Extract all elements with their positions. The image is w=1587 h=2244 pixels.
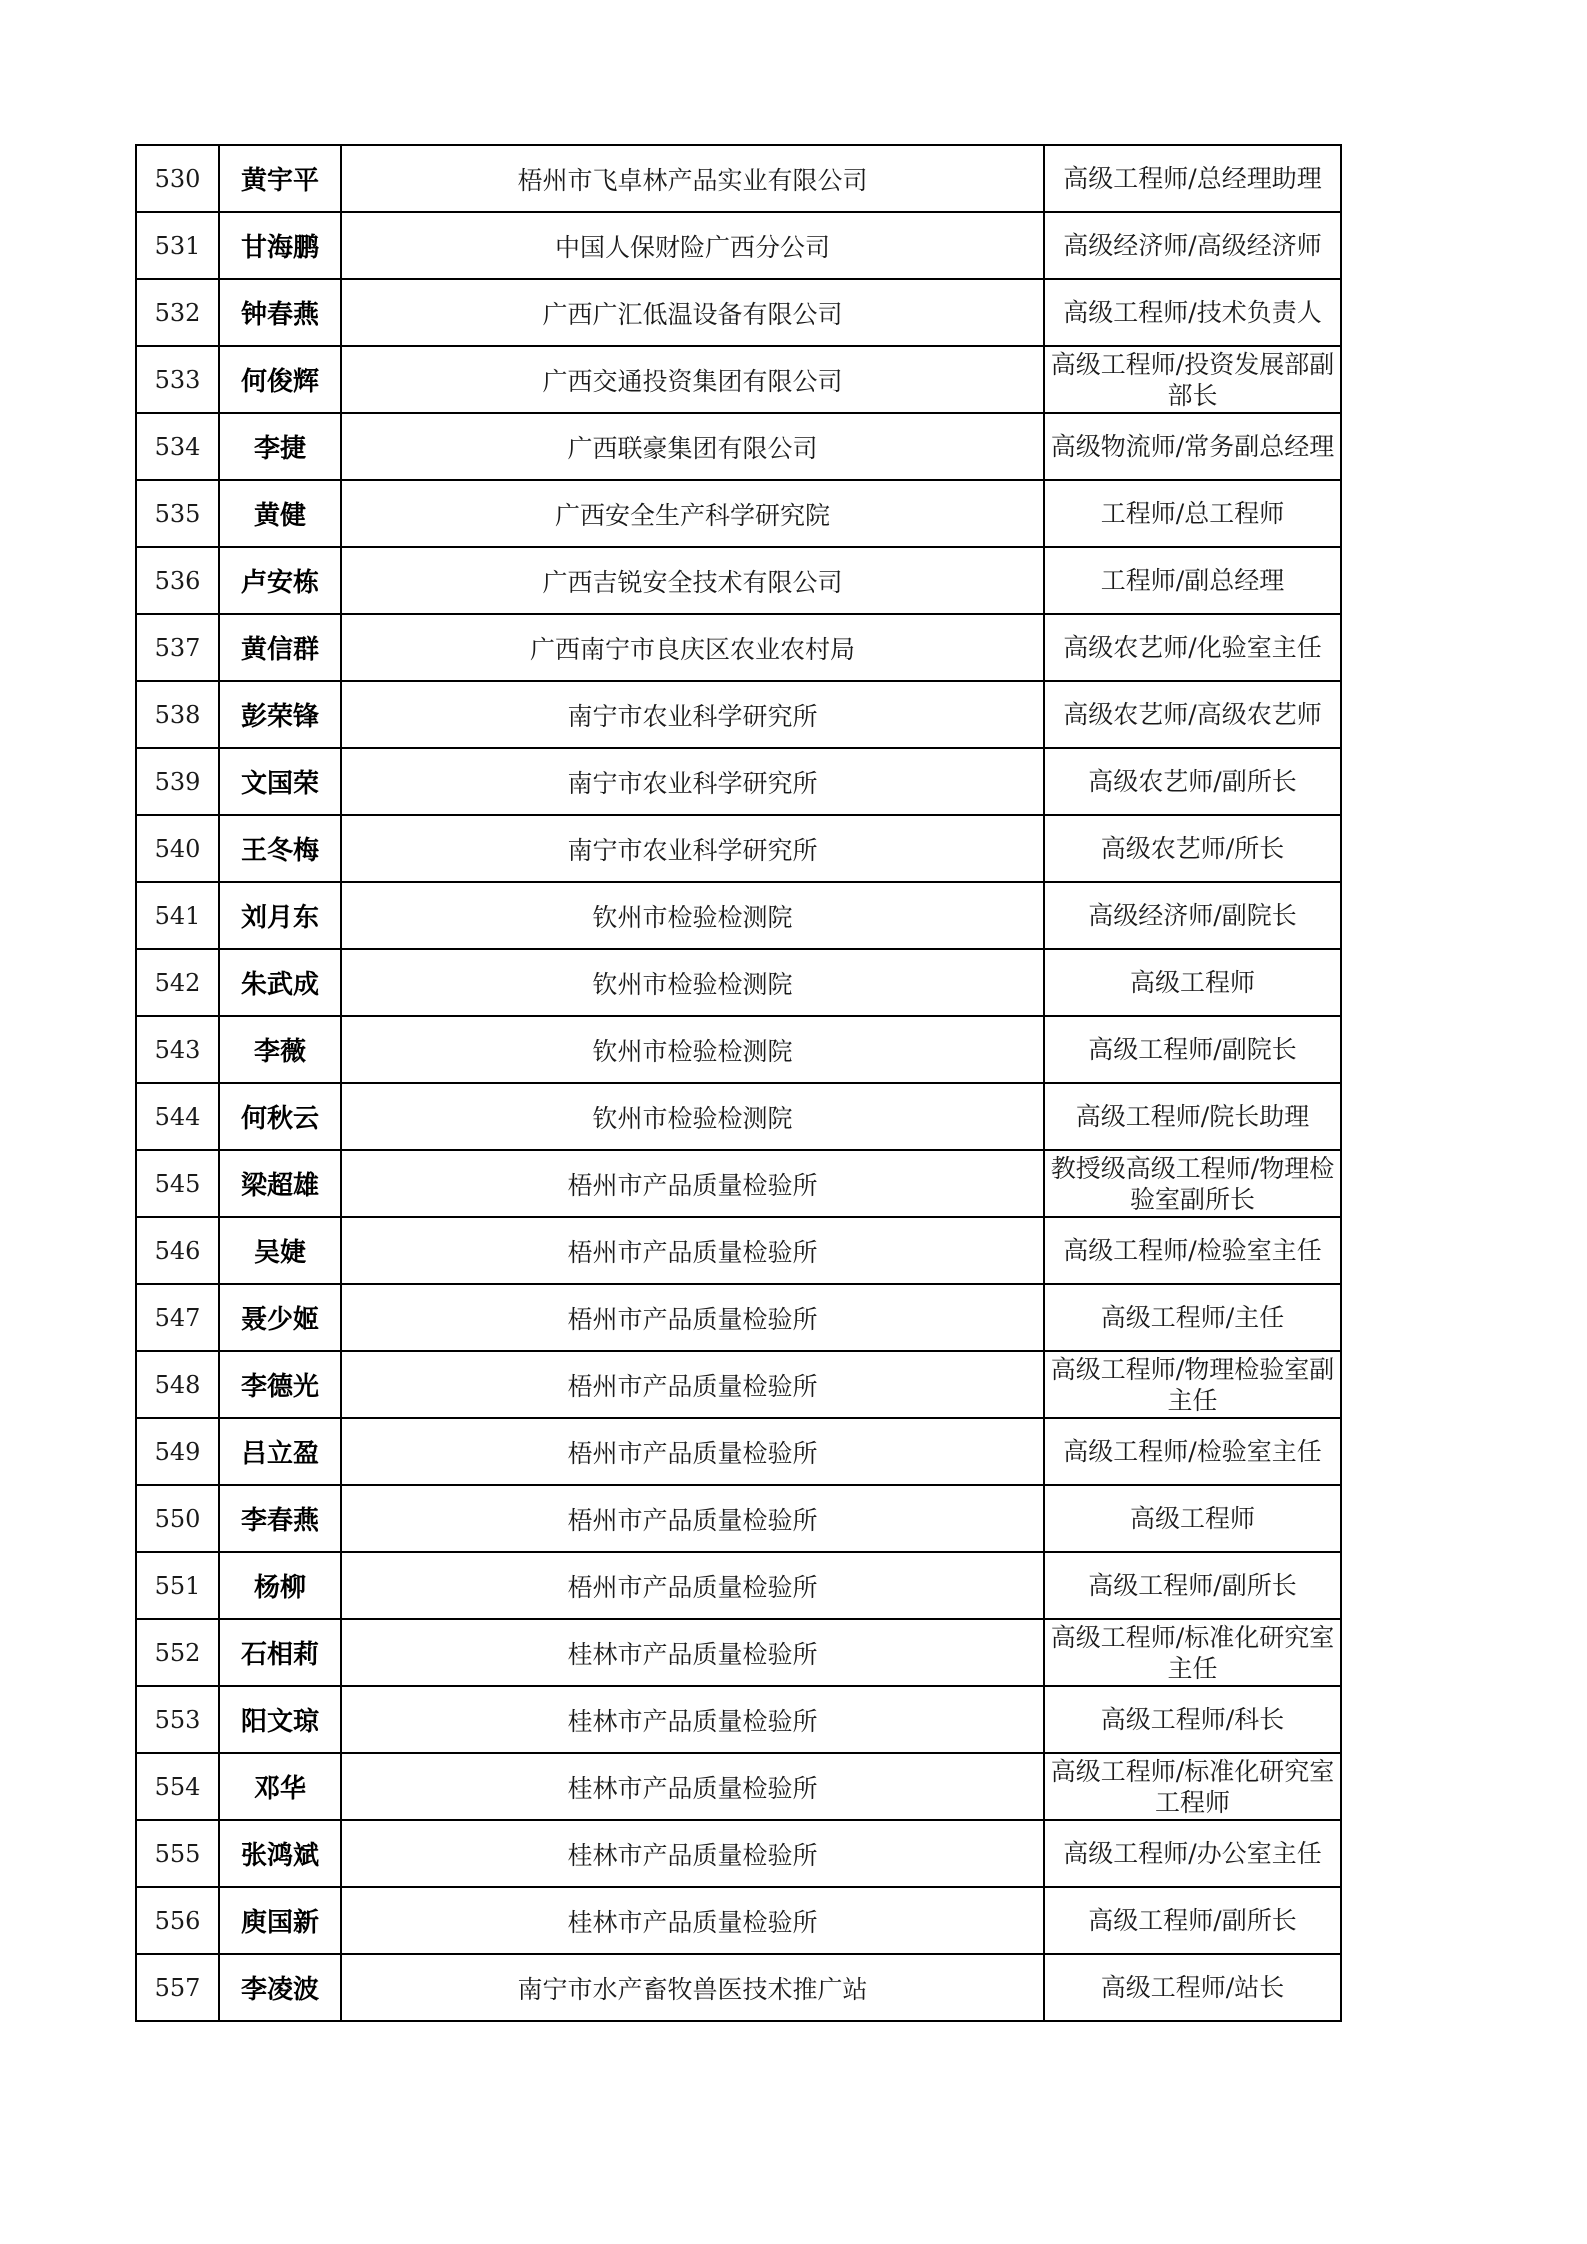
organization-name: 桂林市产品质量检验所 <box>341 1820 1044 1887</box>
person-name: 何俊辉 <box>219 346 341 413</box>
row-number: 541 <box>136 882 219 949</box>
personnel-table <box>135 144 1342 2022</box>
table-row <box>136 1619 1341 1686</box>
person-name: 李薇 <box>219 1016 341 1083</box>
person-name: 文国荣 <box>219 748 341 815</box>
person-name: 何秋云 <box>219 1083 341 1150</box>
title-position: 高级工程师/副所长 <box>1044 1887 1341 1954</box>
title-position: 高级农艺师/高级农艺师 <box>1044 681 1341 748</box>
table-row <box>136 1753 1341 1820</box>
title-position: 高级工程师 <box>1044 1485 1341 1552</box>
table-row <box>136 815 1341 882</box>
row-number: 532 <box>136 279 219 346</box>
table-row <box>136 145 1341 212</box>
title-position: 高级工程师 <box>1044 949 1341 1016</box>
row-number: 544 <box>136 1083 219 1150</box>
table-row <box>136 1552 1341 1619</box>
organization-name: 广西南宁市良庆区农业农村局 <box>341 614 1044 681</box>
title-position: 高级物流师/常务副总经理 <box>1044 413 1341 480</box>
title-position: 工程师/总工程师 <box>1044 480 1341 547</box>
organization-name: 南宁市水产畜牧兽医技术推广站 <box>341 1954 1044 2021</box>
title-position: 高级农艺师/副所长 <box>1044 748 1341 815</box>
organization-name: 南宁市农业科学研究所 <box>341 748 1044 815</box>
person-name: 吴婕 <box>219 1217 341 1284</box>
table-row <box>136 1083 1341 1150</box>
row-number: 535 <box>136 480 219 547</box>
organization-name: 梧州市飞卓林产品实业有限公司 <box>341 145 1044 212</box>
title-position: 高级工程师/投资发展部副部长 <box>1044 346 1341 413</box>
row-number: 545 <box>136 1150 219 1217</box>
title-position: 高级工程师/总经理助理 <box>1044 145 1341 212</box>
title-position: 教授级高级工程师/物理检验室副所长 <box>1044 1150 1341 1217</box>
title-position: 工程师/副总经理 <box>1044 547 1341 614</box>
organization-name: 梧州市产品质量检验所 <box>341 1552 1044 1619</box>
row-number: 553 <box>136 1686 219 1753</box>
title-position: 高级工程师/检验室主任 <box>1044 1418 1341 1485</box>
organization-name: 梧州市产品质量检验所 <box>341 1284 1044 1351</box>
title-position: 高级工程师/物理检验室副主任 <box>1044 1351 1341 1418</box>
title-position: 高级工程师/科长 <box>1044 1686 1341 1753</box>
organization-name: 桂林市产品质量检验所 <box>341 1619 1044 1686</box>
person-name: 李捷 <box>219 413 341 480</box>
table-row <box>136 1150 1341 1217</box>
organization-name: 广西安全生产科学研究院 <box>341 480 1044 547</box>
row-number: 530 <box>136 145 219 212</box>
table-row <box>136 413 1341 480</box>
title-position: 高级经济师/副院长 <box>1044 882 1341 949</box>
person-name: 黄健 <box>219 480 341 547</box>
row-number: 531 <box>136 212 219 279</box>
row-number: 537 <box>136 614 219 681</box>
organization-name: 钦州市检验检测院 <box>341 949 1044 1016</box>
row-number: 554 <box>136 1753 219 1820</box>
row-number: 539 <box>136 748 219 815</box>
table-row <box>136 346 1341 413</box>
table-row <box>136 1418 1341 1485</box>
person-name: 刘月东 <box>219 882 341 949</box>
row-number: 551 <box>136 1552 219 1619</box>
table-row <box>136 1284 1341 1351</box>
table-row <box>136 882 1341 949</box>
title-position: 高级农艺师/化验室主任 <box>1044 614 1341 681</box>
organization-name: 钦州市检验检测院 <box>341 1016 1044 1083</box>
title-position: 高级工程师/副所长 <box>1044 1552 1341 1619</box>
organization-name: 广西联豪集团有限公司 <box>341 413 1044 480</box>
table-row <box>136 1887 1341 1954</box>
title-position: 高级工程师/标准化研究室主任 <box>1044 1619 1341 1686</box>
organization-name: 梧州市产品质量检验所 <box>341 1485 1044 1552</box>
table-row <box>136 1016 1341 1083</box>
person-name: 黄信群 <box>219 614 341 681</box>
organization-name: 南宁市农业科学研究所 <box>341 815 1044 882</box>
title-position: 高级工程师/副院长 <box>1044 1016 1341 1083</box>
organization-name: 广西交通投资集团有限公司 <box>341 346 1044 413</box>
organization-name: 钦州市检验检测院 <box>341 882 1044 949</box>
table-row <box>136 1686 1341 1753</box>
title-position: 高级工程师/标准化研究室工程师 <box>1044 1753 1341 1820</box>
row-number: 540 <box>136 815 219 882</box>
row-number: 547 <box>136 1284 219 1351</box>
person-name: 邓华 <box>219 1753 341 1820</box>
row-number: 548 <box>136 1351 219 1418</box>
title-position: 高级工程师/办公室主任 <box>1044 1820 1341 1887</box>
table-row <box>136 1820 1341 1887</box>
person-name: 卢安栋 <box>219 547 341 614</box>
row-number: 533 <box>136 346 219 413</box>
organization-name: 钦州市检验检测院 <box>341 1083 1044 1150</box>
organization-name: 广西广汇低温设备有限公司 <box>341 279 1044 346</box>
organization-name: 南宁市农业科学研究所 <box>341 681 1044 748</box>
organization-name: 梧州市产品质量检验所 <box>341 1351 1044 1418</box>
table-row <box>136 1217 1341 1284</box>
organization-name: 桂林市产品质量检验所 <box>341 1686 1044 1753</box>
person-name: 梁超雄 <box>219 1150 341 1217</box>
person-name: 彭荣锋 <box>219 681 341 748</box>
table-row <box>136 212 1341 279</box>
table-row <box>136 681 1341 748</box>
organization-name: 梧州市产品质量检验所 <box>341 1217 1044 1284</box>
person-name: 石相莉 <box>219 1619 341 1686</box>
person-name: 庾国新 <box>219 1887 341 1954</box>
person-name: 阳文琼 <box>219 1686 341 1753</box>
row-number: 536 <box>136 547 219 614</box>
person-name: 钟春燕 <box>219 279 341 346</box>
person-name: 王冬梅 <box>219 815 341 882</box>
row-number: 549 <box>136 1418 219 1485</box>
person-name: 李德光 <box>219 1351 341 1418</box>
person-name: 李凌波 <box>219 1954 341 2021</box>
person-name: 张鸿斌 <box>219 1820 341 1887</box>
table-row <box>136 1954 1341 2021</box>
table-row <box>136 279 1341 346</box>
title-position: 高级农艺师/所长 <box>1044 815 1341 882</box>
row-number: 542 <box>136 949 219 1016</box>
row-number: 550 <box>136 1485 219 1552</box>
row-number: 538 <box>136 681 219 748</box>
row-number: 543 <box>136 1016 219 1083</box>
row-number: 557 <box>136 1954 219 2021</box>
person-name: 聂少姬 <box>219 1284 341 1351</box>
table-body <box>136 145 1341 2021</box>
organization-name: 桂林市产品质量检验所 <box>341 1887 1044 1954</box>
title-position: 高级工程师/技术负责人 <box>1044 279 1341 346</box>
table-row <box>136 748 1341 815</box>
table-row <box>136 1485 1341 1552</box>
row-number: 552 <box>136 1619 219 1686</box>
person-name: 甘海鹏 <box>219 212 341 279</box>
person-name: 李春燕 <box>219 1485 341 1552</box>
organization-name: 广西吉锐安全技术有限公司 <box>341 547 1044 614</box>
organization-name: 中国人保财险广西分公司 <box>341 212 1044 279</box>
person-name: 吕立盈 <box>219 1418 341 1485</box>
title-position: 高级工程师/检验室主任 <box>1044 1217 1341 1284</box>
row-number: 546 <box>136 1217 219 1284</box>
organization-name: 桂林市产品质量检验所 <box>341 1753 1044 1820</box>
organization-name: 梧州市产品质量检验所 <box>341 1150 1044 1217</box>
row-number: 534 <box>136 413 219 480</box>
row-number: 555 <box>136 1820 219 1887</box>
row-number: 556 <box>136 1887 219 1954</box>
title-position: 高级经济师/高级经济师 <box>1044 212 1341 279</box>
person-name: 朱武成 <box>219 949 341 1016</box>
person-name: 杨柳 <box>219 1552 341 1619</box>
title-position: 高级工程师/站长 <box>1044 1954 1341 2021</box>
table-row <box>136 547 1341 614</box>
table-row <box>136 949 1341 1016</box>
organization-name: 梧州市产品质量检验所 <box>341 1418 1044 1485</box>
title-position: 高级工程师/院长助理 <box>1044 1083 1341 1150</box>
person-name: 黄宇平 <box>219 145 341 212</box>
title-position: 高级工程师/主任 <box>1044 1284 1341 1351</box>
table-row <box>136 1351 1341 1418</box>
table-row <box>136 480 1341 547</box>
table-row <box>136 614 1341 681</box>
